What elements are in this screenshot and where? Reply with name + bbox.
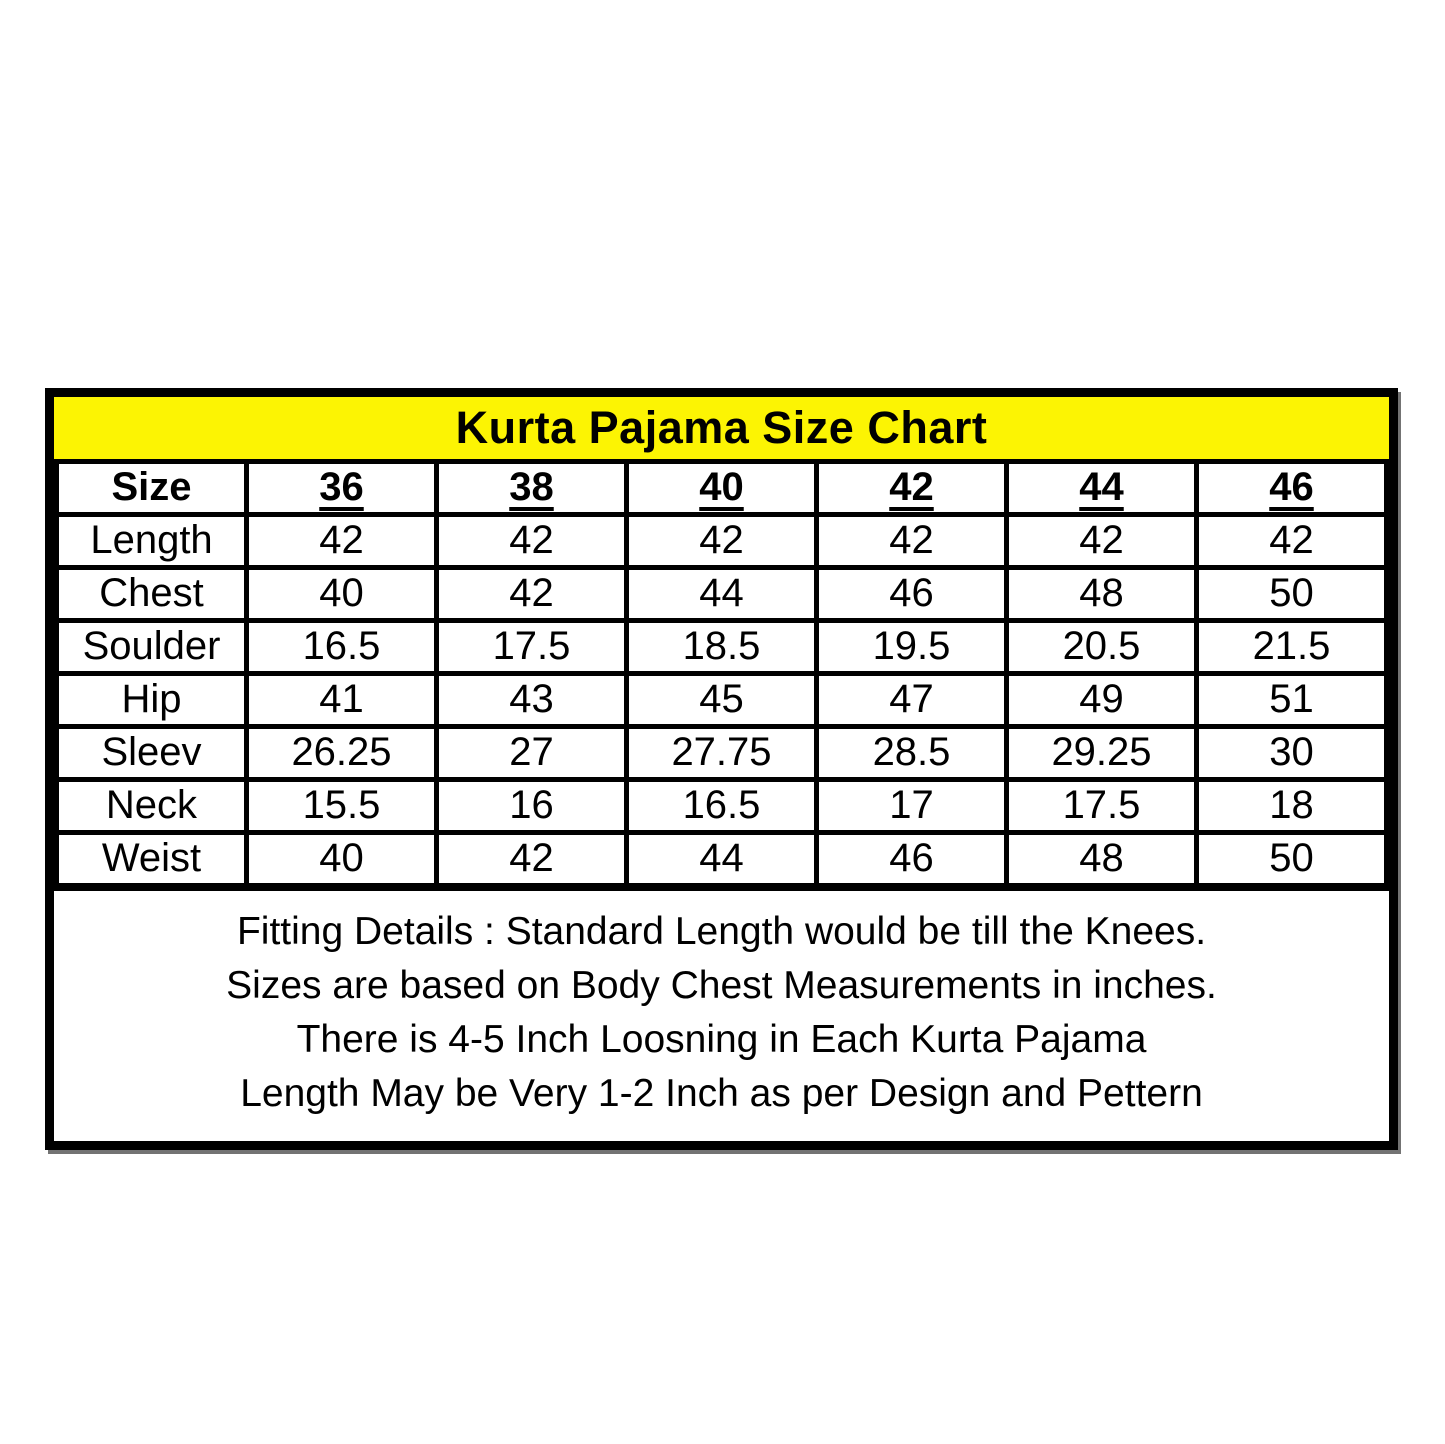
measurement-value-cell: 44	[627, 833, 817, 886]
measurement-value-cell: 40	[247, 568, 437, 621]
measurement-value-cell: 42	[437, 568, 627, 621]
measurement-value-cell: 19.5	[817, 621, 1007, 674]
measurement-value-cell: 40	[247, 833, 437, 886]
chart-title-bar	[54, 397, 1389, 459]
measurement-value-cell: 48	[1007, 833, 1197, 886]
measurement-value-cell: 42	[1007, 515, 1197, 568]
row-label: Length	[57, 515, 247, 568]
measurement-value-cell: 17	[817, 780, 1007, 833]
size-column-header	[247, 462, 437, 515]
size-column-header-value: 40	[699, 465, 744, 509]
size-column-header	[1197, 462, 1387, 515]
row-label: Hip	[57, 674, 247, 727]
table-row	[57, 780, 1387, 833]
measurement-value-cell: 45	[627, 674, 817, 727]
measurement-value-cell: 43	[437, 674, 627, 727]
fitting-note-line: There is 4-5 Inch Loosning in Each Kurta Pajama	[296, 1018, 1147, 1061]
size-column-header-value: 38	[509, 465, 554, 509]
table-row	[57, 674, 1387, 727]
row-label: Soulder	[57, 621, 247, 674]
measurement-value-cell: 42	[437, 833, 627, 886]
measurement-value-cell: 48	[1007, 568, 1197, 621]
row-label: Neck	[57, 780, 247, 833]
measurement-value-cell: 41	[247, 674, 437, 727]
measurement-value-cell: 17.5	[1007, 780, 1197, 833]
size-column-header	[627, 462, 817, 515]
table-row	[57, 568, 1387, 621]
measurement-value-cell: 18	[1197, 780, 1387, 833]
measurement-value-cell: 42	[817, 515, 1007, 568]
fitting-details-notes	[54, 888, 1389, 1141]
measurement-value-cell: 42	[247, 515, 437, 568]
measurement-value-cell: 16.5	[247, 621, 437, 674]
size-column-header-value: 46	[1269, 465, 1314, 509]
measurement-value-cell: 26.25	[247, 727, 437, 780]
measurement-value-cell: 50	[1197, 568, 1387, 621]
measurement-value-cell: 42	[1197, 515, 1387, 568]
row-label: Sleev	[57, 727, 247, 780]
size-column-header-value: 42	[889, 465, 934, 509]
measurement-value-cell: 51	[1197, 674, 1387, 727]
size-column-header	[817, 462, 1007, 515]
measurement-value-cell: 30	[1197, 727, 1387, 780]
size-header-row	[57, 462, 1387, 515]
measurement-value-cell: 28.5	[817, 727, 1007, 780]
measurement-value-cell: 27	[437, 727, 627, 780]
measurement-value-cell: 17.5	[437, 621, 627, 674]
measurement-value-cell: 44	[627, 568, 817, 621]
chart-title: Kurta Pajama Size Chart	[455, 402, 988, 453]
size-column-header	[1007, 462, 1197, 515]
measurement-value-cell: 47	[817, 674, 1007, 727]
size-table	[54, 459, 1389, 888]
table-row	[57, 833, 1387, 886]
measurement-value-cell: 50	[1197, 833, 1387, 886]
measurement-value-cell: 16.5	[627, 780, 817, 833]
measurement-value-cell: 42	[437, 515, 627, 568]
table-row	[57, 515, 1387, 568]
size-header-label: Size	[57, 462, 247, 515]
measurement-value-cell: 46	[817, 833, 1007, 886]
fitting-note-line: Length May be Very 1-2 Inch as per Design and Pettern	[240, 1072, 1203, 1115]
row-label: Weist	[57, 833, 247, 886]
size-column-header-value: 44	[1079, 465, 1124, 509]
measurement-value-cell: 42	[627, 515, 817, 568]
measurement-value-cell: 46	[817, 568, 1007, 621]
measurement-value-cell: 49	[1007, 674, 1197, 727]
measurement-value-cell: 27.75	[627, 727, 817, 780]
measurement-value-cell: 20.5	[1007, 621, 1197, 674]
measurement-value-cell: 16	[437, 780, 627, 833]
measurement-value-cell: 21.5	[1197, 621, 1387, 674]
measurement-value-cell: 29.25	[1007, 727, 1197, 780]
measurement-value-cell: 18.5	[627, 621, 817, 674]
table-row	[57, 621, 1387, 674]
fitting-note-line: Sizes are based on Body Chest Measurements in inches.	[226, 964, 1217, 1007]
size-chart-box	[45, 388, 1398, 1150]
size-column-header-value: 36	[319, 465, 364, 509]
row-label: Chest	[57, 568, 247, 621]
measurement-value-cell: 15.5	[247, 780, 437, 833]
fitting-note-line: Fitting Details : Standard Length would be till the Knees.	[236, 910, 1207, 953]
size-column-header	[437, 462, 627, 515]
table-row	[57, 727, 1387, 780]
